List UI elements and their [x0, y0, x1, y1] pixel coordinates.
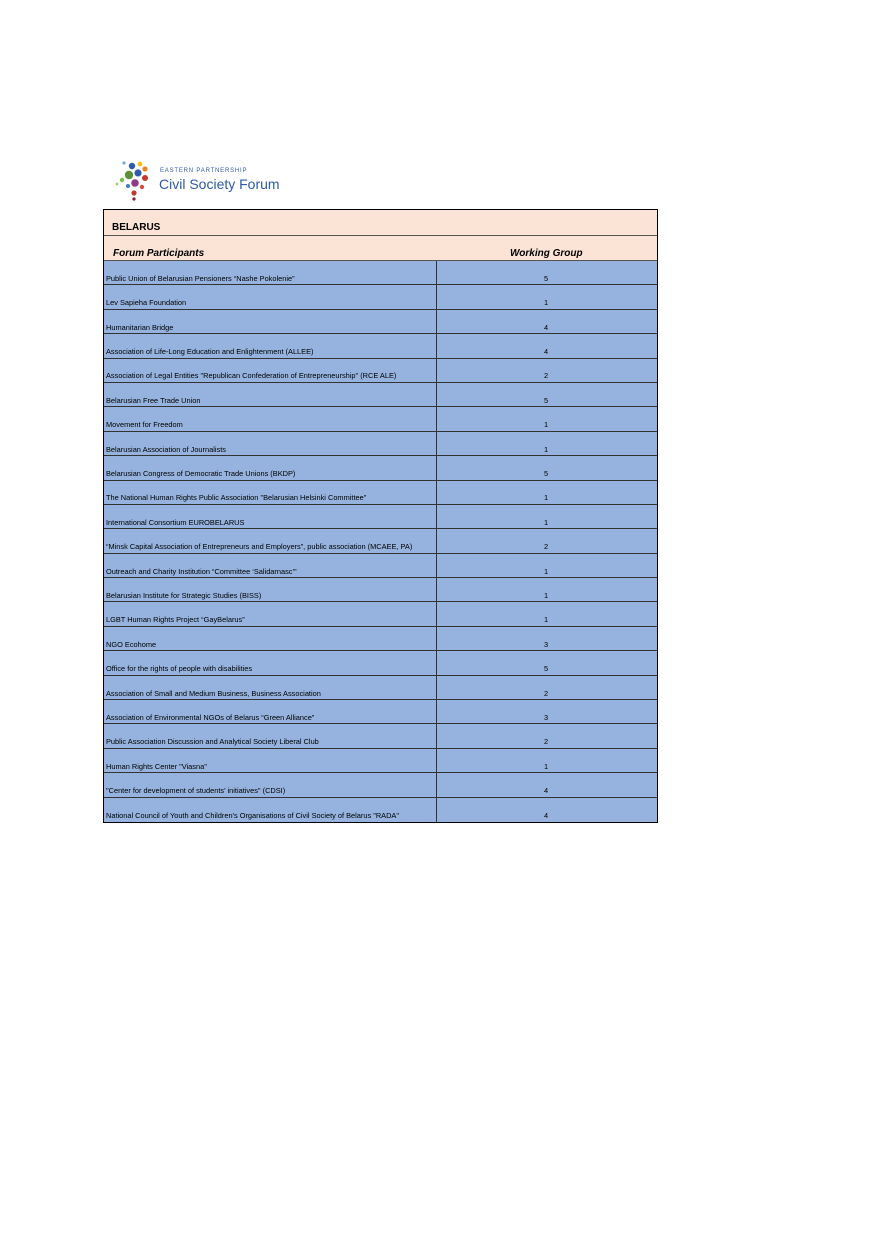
table-row [104, 359, 657, 383]
country-name: BELARUS [112, 222, 161, 233]
working-group-number: 4 [544, 786, 549, 796]
country-header [104, 210, 657, 236]
column-divider [436, 700, 437, 723]
participant-name: Association of Life-Long Education and Enlightenment (ALLEE) [106, 347, 314, 357]
working-group-number: 4 [544, 322, 549, 332]
participant-name: Human Rights Center "Viasna" [106, 761, 207, 771]
table-row [104, 383, 657, 407]
column-divider [436, 285, 437, 308]
participant-name: Belarusian Congress of Democratic Trade Unions (BKDP) [106, 469, 296, 479]
working-group-number: 1 [544, 761, 549, 771]
column-divider [436, 432, 437, 455]
participant-name: Movement for Freedom [106, 420, 183, 430]
working-group-number: 3 [544, 712, 549, 722]
working-group-number: 2 [544, 688, 549, 698]
table-row [104, 285, 657, 309]
column-header-row [104, 236, 657, 261]
column-header-working-group: Working Group [510, 248, 583, 259]
column-divider [436, 773, 437, 796]
column-divider [436, 529, 437, 552]
participant-name: Belarusian Association of Journalists [106, 444, 226, 454]
working-group-number: 1 [544, 420, 549, 430]
working-group-number: 5 [544, 664, 549, 674]
table-row [104, 627, 657, 651]
column-divider [436, 724, 437, 747]
table-row [104, 481, 657, 505]
participant-name: Association of Environmental NGOs of Belarus “Green Alliance” [106, 712, 315, 722]
working-group-number: 2 [544, 737, 549, 747]
working-group-number: 1 [544, 298, 549, 308]
participant-name: Belarusian Free Trade Union [106, 395, 201, 405]
participant-name: Public Association Discussion and Analytical Society Liberal Club [106, 737, 319, 747]
column-divider [436, 261, 437, 284]
table-row [104, 334, 657, 358]
participant-name: The National Human Rights Public Association "Belarusian Helsinki Committee" [106, 493, 367, 503]
table-row [104, 310, 657, 334]
participant-name: Office for the rights of people with disabilities [106, 664, 253, 674]
working-group-number: 1 [544, 566, 549, 576]
participant-name: “Minsk Capital Association of Entrepreneurs and Employers”, public association (MCAEE, PA) [106, 542, 413, 552]
table-row [104, 432, 657, 456]
table-row [104, 651, 657, 675]
table-row [104, 602, 657, 626]
participant-name: National Council of Youth and Children's Organisations of Civil Society of Belarus "RADA" [106, 811, 399, 821]
eap-csf-logo [112, 160, 282, 202]
table-row [104, 529, 657, 553]
participant-name: Humanitarian Bridge [106, 322, 174, 332]
working-group-number: 4 [544, 347, 549, 357]
column-divider [436, 651, 437, 674]
table-row [104, 505, 657, 529]
working-group-number: 1 [544, 517, 549, 527]
column-divider [436, 798, 437, 822]
working-group-number: 5 [544, 395, 549, 405]
table-row [104, 554, 657, 578]
column-divider [436, 359, 437, 382]
working-group-number: 3 [544, 639, 549, 649]
column-divider [436, 481, 437, 504]
working-group-number: 1 [544, 615, 549, 625]
table-row [104, 578, 657, 602]
participant-name: "Center for development of students' initiatives" (CDSI) [106, 786, 286, 796]
participant-name: LGBT Human Rights Project “GayBelarus” [106, 615, 245, 625]
table-row [104, 261, 657, 285]
working-group-number: 2 [544, 371, 549, 381]
column-divider [436, 505, 437, 528]
working-group-number: 1 [544, 590, 549, 600]
participant-name: Lev Sapieha Foundation [106, 298, 187, 308]
working-group-number: 4 [544, 811, 549, 821]
column-divider [436, 456, 437, 479]
column-divider [436, 383, 437, 406]
column-divider [436, 554, 437, 577]
participant-name: Public Union of Belarusian Pensioners “Nashe Pokolenie” [106, 273, 295, 283]
participant-name: Association of Small and Medium Business, Business Association [106, 688, 321, 698]
table-row [104, 798, 657, 822]
column-divider [436, 627, 437, 650]
working-group-number: 5 [544, 273, 549, 283]
table-row [104, 456, 657, 480]
table-body [104, 261, 657, 822]
table-row [104, 773, 657, 797]
table-row [104, 749, 657, 773]
logo-title: Civil Society Forum [159, 176, 280, 192]
working-group-number: 1 [544, 444, 549, 454]
participant-name: NGO Ecohome [106, 639, 157, 649]
column-divider [436, 310, 437, 333]
participant-name: Outreach and Charity Institution “Committee ‘Salidarnasc’” [106, 566, 297, 576]
logo-dots-icon [112, 160, 158, 202]
logo-subtitle: EASTERN PARTNERSHIP [160, 168, 248, 174]
column-divider [436, 602, 437, 625]
column-divider [436, 578, 437, 601]
table-row [104, 724, 657, 748]
table-row [104, 407, 657, 431]
participants-table [103, 209, 658, 823]
working-group-number: 2 [544, 542, 549, 552]
column-divider [436, 334, 437, 357]
table-row [104, 700, 657, 724]
column-divider [436, 749, 437, 772]
participant-name: Belarusian Institute for Strategic Studies (BISS) [106, 590, 262, 600]
participant-name: International Consortium EUROBELARUS [106, 517, 245, 527]
working-group-number: 5 [544, 469, 549, 479]
column-divider [436, 407, 437, 430]
column-header-participants: Forum Participants [113, 248, 205, 259]
participant-name: Association of Legal Entities "Republican Confederation of Entrepreneurship" (RCE ALE) [106, 371, 397, 381]
table-row [104, 676, 657, 700]
working-group-number: 1 [544, 493, 549, 503]
column-divider [436, 676, 437, 699]
